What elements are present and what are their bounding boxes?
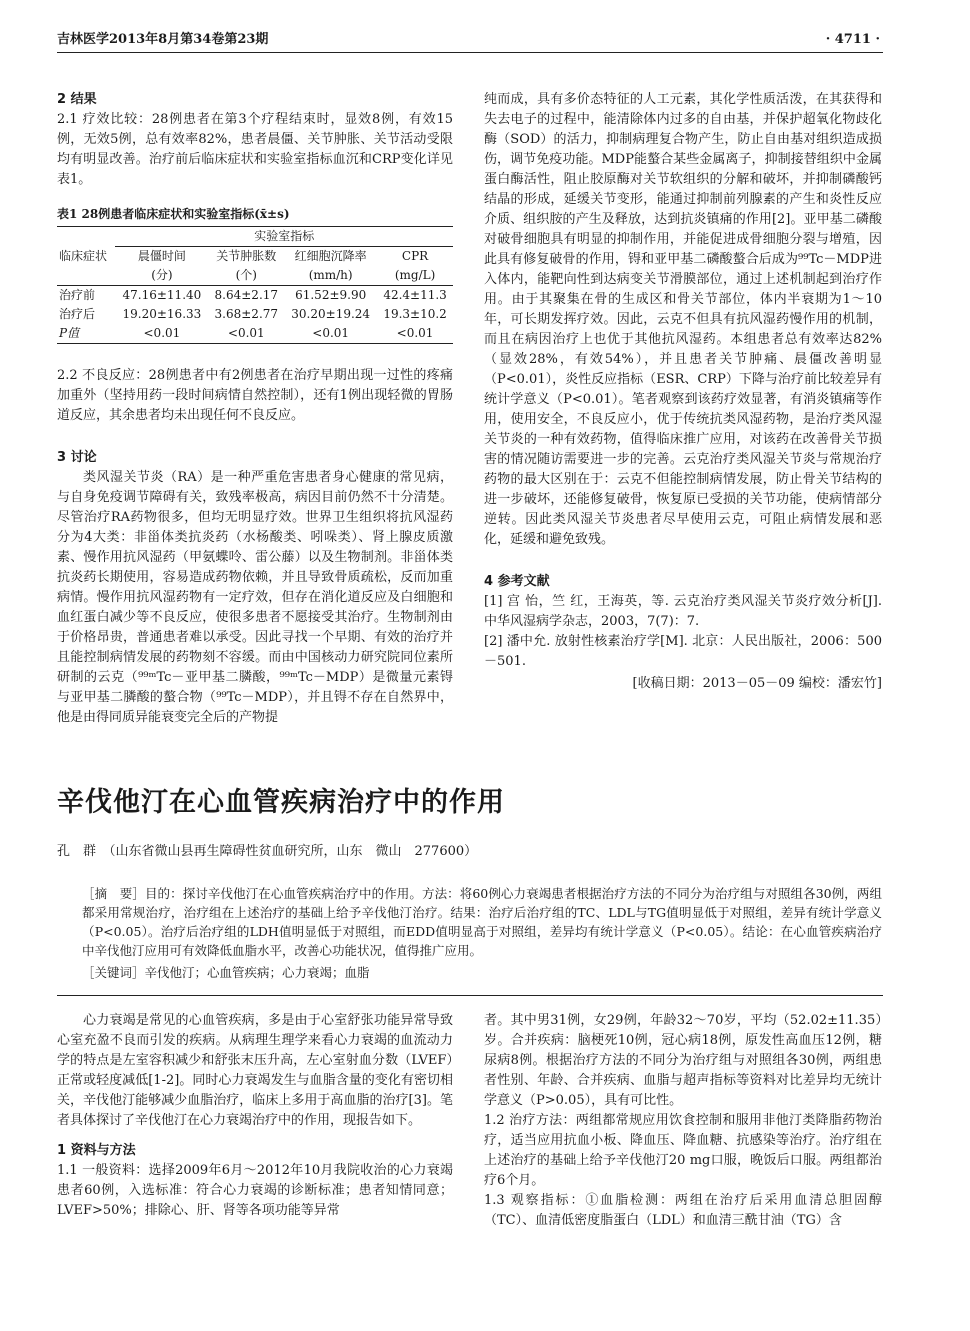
journal-running-header: 吉林医学2013年8月第34卷第23期 (57, 32, 269, 47)
table-cell: 19.3±10.2 (383, 307, 447, 321)
table-cell: <0.01 (377, 324, 453, 344)
table-row (57, 305, 453, 324)
table-cell: <0.01 (115, 324, 208, 344)
received-date: [收稿日期：2013－05－09 编校：潘宏竹] (632, 676, 882, 691)
table-row (57, 286, 453, 306)
table-1-title: 表1 28例患者临床症状和实验室指标(x̄±s) (57, 207, 290, 221)
table-cell: 30.20±19.24 (291, 307, 371, 321)
article-left-column (57, 1011, 453, 1221)
article-right-column (484, 1011, 882, 1231)
table-cell: <0.01 (284, 324, 377, 344)
table-cell: 42.4±11.3 (383, 288, 447, 302)
table-1 (57, 226, 453, 344)
discussion-heading: 3 讨论 (57, 450, 97, 465)
table-cell: 47.16±11.40 (122, 288, 202, 302)
table-unit: (个) (208, 266, 284, 286)
article-title: 辛伐他汀在心血管疾病治疗中的作用 (57, 787, 505, 818)
methods-1-1-continued: 者。其中男31例，女29例，年龄32～70岁，平均（52.02±11.35）岁。合并疾病：脑梗死10例，冠心病18例，原发性高血压12例，糖尿病8例。根据治疗方法的不同分为治疗组与对照组各30例，两组患者性别、年龄、合并疾病、血脂与超声指标等资料对比差异均无统计学意义（P>0.05），具有可比性。 (484, 1013, 882, 1108)
table-col-header: 临床症状 (59, 248, 108, 263)
methods-1-3: 1.3 观察指标：①血脂检测：两组在治疗后采用血清总胆固醇（TC）、血清低密度脂蛋白（LDL）和血清三酰甘油（TG）含 (484, 1193, 882, 1228)
table-col-header: 关节肿胀数 (216, 249, 277, 263)
results-2-1: 2.1 疗效比较：28例患者在第3个疗程结束时，显效8例，有效15例，无效5例，总有效率82%，患者晨僵、关节肿胀、关节活动受限均有明显改善。治疗前后临床症状和实验室指标血沉和CRP变化详见表1。 (57, 112, 453, 187)
abstract-divider (57, 995, 883, 996)
table-cell: 61.52±9.90 (295, 288, 367, 302)
author-affiliation: 孔 群 （山东省微山县再生障碍性贫血研究所，山东 微山 277600） (57, 844, 478, 859)
table-unit (57, 266, 115, 286)
table-col-header: CPR (401, 249, 429, 263)
keywords-text: ［关键词］辛伐他汀；心血管疾病；心力衰竭；血脂 (82, 965, 370, 980)
results-heading: 2 结果 (57, 92, 97, 107)
methods-1-1: 1.1 一般资料：选择2009年6月～2012年10月我院收治的心力衰竭患者60例，入选标准：符合心力衰竭的诊断标准；患者知情同意；LVEF>50%；排除心、肝、肾等各项功能等异常 (57, 1163, 453, 1218)
discussion-paragraph-left: 类风湿关节炎（RA）是一种严重危害患者身心健康的常见病，与自身免疫调节障碍有关，致残率极高，病因目前仍然不十分清楚。尽管治疗RA药物很多，但均无明显疗效。世界卫生组织将抗风湿药分为4大类：非甾体类抗炎药（水杨酸类、吲哚类）、肾上腺皮质激素、慢作用抗风湿药（甲氨蝶呤、雷公藤）以及生物制剂。非甾体类抗炎药长期使用，容易造成药物依赖，并且导致骨质疏松，反而加重病情。慢作用抗风湿药物有一定疗效，但存在消化道反应及白细胞和血红蛋白减少等不良反应，使很多患者不愿接受其治疗。生物制剂由于价格昂贵，普通患者难以承受。因此寻找一个早期、有效的治疗并且能控制病情发展的药物刻不容缓。而由中国核动力研究院同位素所研制的云克（⁹⁹ᵐTc－亚甲基二膦酸，⁹⁹ᵐTc－MDP）是微量元素锝与亚甲基二膦酸的螯合物（⁹⁹Tc－MDP），并且锝不存在自然界中，他是由得同质异能衰变完全后的产物提 (57, 470, 453, 725)
intro-paragraph: 心力衰竭是常见的心血管疾病，多是由于心室舒张功能异常导致心室充盈不良而引发的疾病。从病理生理学来看心力衰竭的血流动力学的特点是左室容积减少和舒张末压升高，左心室射血分数（LVEF）正常或轻度减低[1-2]。同时心力衰竭发生与血脂含量的变化有密切相关，辛伐他汀能够减少血脂治疗，临床上多用于高血脂的治疗[3]。笔者具体探讨了辛伐他汀在心力衰竭治疗中的作用，现报告如下。 (57, 1013, 453, 1128)
table-group-header: 实验室指标 (115, 227, 453, 247)
discussion-paragraph-right: 纯而成，具有多价态特征的人工元素，其化学性质活泼，在其获得和失去电子的过程中，能清除体内过多的自由基，并保护超氧化物歧化酶（SOD）的活力，抑制病理复合物产生，防止自由基对组织造成损伤，调节免疫功能。MDP能螯合某些金属离子，抑制接替组织中金属蛋白酶活性，阻止胶原酶对关节软组织的分解和破坏，并抑制磷酸钙结晶的形成，延缓关节变形，能通过抑制前列腺素的产生和炎性反应介质、组织胺的产生及释放，达到抗炎镇痛的作用[2]。亚甲基二磷酸对破骨细胞具有明显的抑制作用，并能促进成骨细胞分裂与增殖，因此具有修复破骨的作用，锝和亚甲基二磷酸螯合后成为⁹⁹Tc－MDP进入体内，能靶向性到达病变关节滑膜部位，通过上述机制起到治疗作用。由于其聚集在骨的生成区和骨关节部位，体内半衰期为1～10年，可长期发挥疗效。因此，云克不但具有抗风湿药慢作用的机制，而且在病因治疗上也优于其他抗风湿药。本组患者总有效率达82%（显效28%，有效54%），并且患者关节肿痛、晨僵改善明显（P<0.01），炎性反应指标（ESR、CRP）下降与治疗前比较差异有统计学意义（P<0.01）。笔者观察到该药疗效显著，有消炎镇痛等作用，使用安全，不良反应小，优于传统抗类风湿药物，是治疗类风湿关节炎的一种有效药物，值得临床推广应用，对该药在改善骨关节损害的情况随访需要进一步的完善。云克治疗类风湿关节炎与常规治疗药物的最大区别在于：云克不但能控制病情发展，防止骨关节结构的进一步破坏，还能修复破骨，恢复原已受损的关节功能，使病情部分逆转。因此类风湿关节炎患者尽早使用云克，可阻止病情发展和恶化，延缓和避免致残。 (484, 92, 882, 547)
table-row (57, 324, 453, 344)
table-col-header: 红细胞沉降率 (294, 249, 367, 263)
prev-article-right-column (484, 90, 882, 694)
header-rule (57, 52, 883, 53)
table-header-blank (57, 227, 115, 247)
references-heading: 4 参考文献 (484, 574, 550, 589)
table-unit: (分) (115, 266, 208, 286)
prev-article-left-column (57, 90, 453, 728)
table-unit: (mg/L) (377, 266, 453, 286)
table-cell: P值 (57, 324, 115, 344)
abstract (82, 884, 882, 960)
reference-item: [2] 潘中允. 放射性核素治疗学[M]. 北京：人民出版社，2006：500－501. (484, 634, 882, 669)
page-number: · 4711 · (825, 32, 880, 47)
reference-item: [1] 宫 怡，竺 红，王海英，等. 云克治疗类风湿关节炎疗效分析[J]. 中华风湿病学杂志，2003，7(7)：7. (484, 594, 882, 629)
table-unit: (mm/h) (284, 266, 377, 286)
table-cell: 8.64±2.17 (214, 288, 279, 302)
table-cell: <0.01 (208, 324, 284, 344)
results-2-2: 2.2 不良反应：28例患者中有2例患者在治疗早期出现一过性的疼痛加重外（坚持用药一段时间病情自然控制），还有1例出现轻微的胃肠道反应，其余患者均未出现任何不良反应。 (57, 368, 453, 423)
keywords (82, 963, 882, 982)
table-cell: 治疗前 (59, 288, 96, 302)
methods-heading: 1 资料与方法 (57, 1143, 136, 1158)
table-cell: 3.68±2.77 (214, 307, 279, 321)
methods-1-2: 1.2 治疗方法：两组都常规应用饮食控制和服用非他汀类降脂药物治疗，适当应用抗血小板、降血压、降血糖、抗感染等治疗。治疗组在上述治疗的基础上给予辛伐他汀20 mg口服，晚饭后口服。两组都治疗6个月。 (484, 1113, 882, 1188)
abstract-text: ［摘 要］目的：探讨辛伐他汀在心血管疾病治疗中的作用。方法：将60例心力衰竭患者根据治疗方法的不同分为治疗组与对照组各30例，两组都采用常规治疗，治疗组在上述治疗的基础上给予辛伐他汀治疗。结果：治疗后治疗组的TC、LDL与TG值明显低于对照组，差异有统计学意义（P<0.05）。治疗后治疗组的LDH值明显低于对照组，而EDD值明显高于对照组，差异均有统计学意义（P<0.05）。结论：在心血管疾病治疗中辛伐他汀应用可有效降低血脂水平，改善心功能状况，值得推广应用。 (82, 886, 882, 958)
table-col-header: 晨僵时间 (137, 249, 186, 263)
table-cell: 治疗后 (59, 307, 96, 321)
table-cell: 19.20±16.33 (122, 307, 202, 321)
